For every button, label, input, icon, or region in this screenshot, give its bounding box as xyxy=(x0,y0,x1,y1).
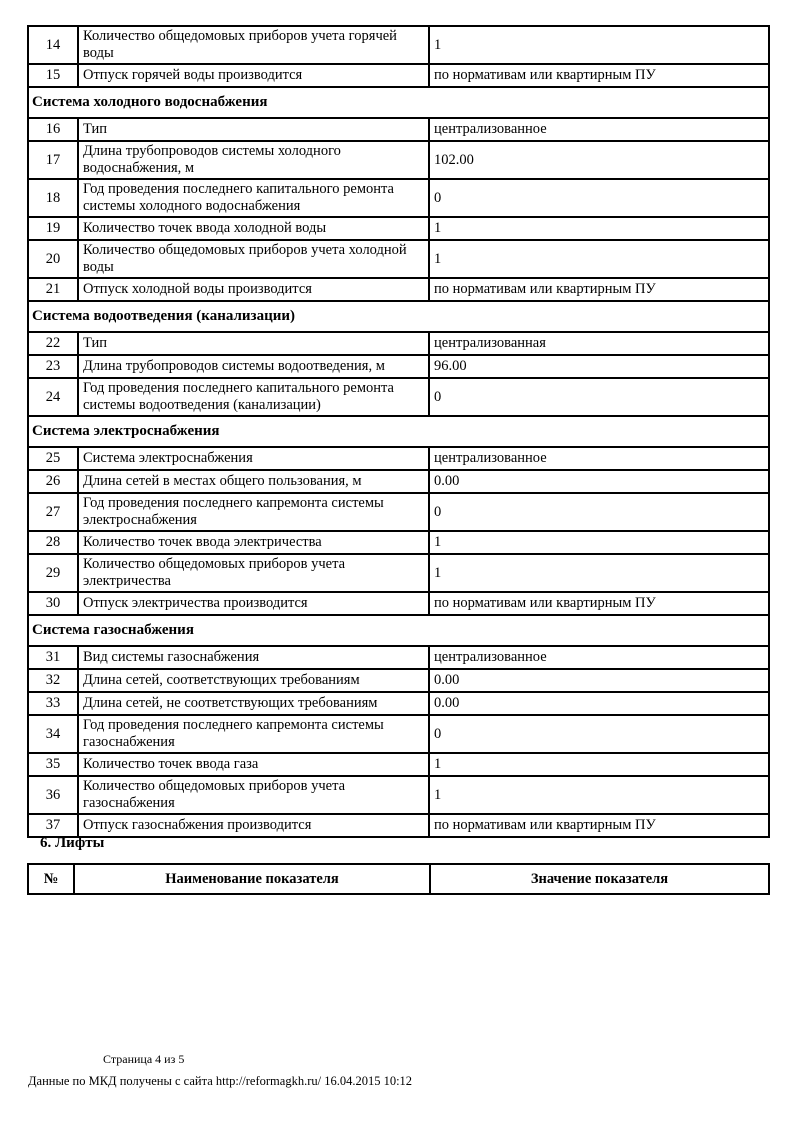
cell-indicator-name: Год проведения последнего капремонта системы электроснабжения xyxy=(78,493,429,531)
table-row xyxy=(28,669,769,692)
section-header-row xyxy=(28,301,769,332)
cell-row-number: 28 xyxy=(28,531,78,554)
cell-row-number: 18 xyxy=(28,179,78,217)
table-row xyxy=(28,447,769,470)
cell-indicator-name: Длина сетей в местах общего пользования, м xyxy=(78,470,429,493)
cell-indicator-name: Количество общедомовых приборов учета электричества xyxy=(78,554,429,592)
table-row xyxy=(28,141,769,179)
cell-row-number: 19 xyxy=(28,217,78,240)
cell-indicator-name: Отпуск холодной воды производится xyxy=(78,278,429,301)
cell-indicator-value: централизованное xyxy=(429,646,769,669)
table-row xyxy=(28,378,769,416)
cell-row-number: 15 xyxy=(28,64,78,87)
lifts-section-heading: 6. Лифты xyxy=(40,835,105,851)
table-row xyxy=(28,355,769,378)
section-title: Система холодного водоснабжения xyxy=(28,87,769,118)
section-title: Система электроснабжения xyxy=(28,416,769,447)
cell-indicator-name: Отпуск газоснабжения производится xyxy=(78,814,429,837)
cell-indicator-name: Вид системы газоснабжения xyxy=(78,646,429,669)
systems-table-body xyxy=(28,26,769,837)
cell-row-number: 31 xyxy=(28,646,78,669)
cell-row-number: 37 xyxy=(28,814,78,837)
cell-indicator-name: Год проведения последнего капитального ремонта системы водоотведения (канализации) xyxy=(78,378,429,416)
table-row xyxy=(28,217,769,240)
cell-indicator-value: централизованная xyxy=(429,332,769,355)
cell-indicator-value: 0.00 xyxy=(429,669,769,692)
table-row xyxy=(28,753,769,776)
cell-indicator-name: Количество общедомовых приборов учета газоснабжения xyxy=(78,776,429,814)
cell-indicator-name: Отпуск горячей воды производится xyxy=(78,64,429,87)
lifts-table xyxy=(27,863,770,895)
cell-indicator-value: централизованное xyxy=(429,118,769,141)
cell-indicator-value: 1 xyxy=(429,217,769,240)
cell-indicator-value: 1 xyxy=(429,753,769,776)
cell-row-number: 24 xyxy=(28,378,78,416)
page-number-indicator: Страница 4 из 5 xyxy=(103,1052,185,1066)
cell-indicator-value: 1 xyxy=(429,554,769,592)
section-title: Система газоснабжения xyxy=(28,615,769,646)
table-row xyxy=(28,278,769,301)
cell-indicator-value: 0 xyxy=(429,179,769,217)
cell-indicator-name: Длина трубопроводов системы водоотведения, м xyxy=(78,355,429,378)
cell-indicator-name: Отпуск электричества производится xyxy=(78,592,429,615)
cell-indicator-value: по нормативам или квартирным ПУ xyxy=(429,814,769,837)
cell-indicator-name: Система электроснабжения xyxy=(78,447,429,470)
table-row xyxy=(28,332,769,355)
cell-indicator-name: Год проведения последнего капремонта системы газоснабжения xyxy=(78,715,429,753)
cell-indicator-name: Год проведения последнего капитального ремонта системы холодного водоснабжения xyxy=(78,179,429,217)
cell-indicator-name: Длина сетей, не соответствующих требованиям xyxy=(78,692,429,715)
table-row xyxy=(28,776,769,814)
column-header-indicator-name: Наименование показателя xyxy=(74,864,430,894)
cell-indicator-value: по нормативам или квартирным ПУ xyxy=(429,592,769,615)
cell-row-number: 35 xyxy=(28,753,78,776)
cell-indicator-value: 0 xyxy=(429,378,769,416)
cell-row-number: 22 xyxy=(28,332,78,355)
systems-indicators-table xyxy=(27,25,770,838)
cell-indicator-name: Длина сетей, соответствующих требованиям xyxy=(78,669,429,692)
table-row xyxy=(28,531,769,554)
cell-indicator-value: 1 xyxy=(429,240,769,278)
table-row xyxy=(28,592,769,615)
table-row xyxy=(28,692,769,715)
table-row xyxy=(28,64,769,87)
table-row xyxy=(28,814,769,837)
data-source-note: Данные по МКД получены с сайта http://reformagkh.ru/ 16.04.2015 10:12 xyxy=(28,1074,413,1088)
cell-indicator-name: Количество общедомовых приборов учета горячей воды xyxy=(78,26,429,64)
table-row xyxy=(28,179,769,217)
cell-indicator-name: Количество точек ввода газа xyxy=(78,753,429,776)
cell-row-number: 23 xyxy=(28,355,78,378)
cell-indicator-value: 0 xyxy=(429,715,769,753)
cell-indicator-value: 1 xyxy=(429,26,769,64)
cell-indicator-value: по нормативам или квартирным ПУ xyxy=(429,278,769,301)
column-header-indicator-value: Значение показателя xyxy=(430,864,769,894)
cell-row-number: 36 xyxy=(28,776,78,814)
table-row xyxy=(28,470,769,493)
cell-row-number: 29 xyxy=(28,554,78,592)
column-header-number: № xyxy=(28,864,74,894)
cell-row-number: 25 xyxy=(28,447,78,470)
section-header-row xyxy=(28,87,769,118)
section-header-row xyxy=(28,416,769,447)
table-row xyxy=(28,240,769,278)
cell-indicator-name: Тип xyxy=(78,332,429,355)
cell-indicator-name: Тип xyxy=(78,118,429,141)
cell-row-number: 26 xyxy=(28,470,78,493)
section-title: Система водоотведения (канализации) xyxy=(28,301,769,332)
cell-row-number: 20 xyxy=(28,240,78,278)
table-row xyxy=(28,554,769,592)
cell-row-number: 32 xyxy=(28,669,78,692)
table-row xyxy=(28,118,769,141)
table-row xyxy=(28,715,769,753)
cell-row-number: 16 xyxy=(28,118,78,141)
cell-indicator-value: по нормативам или квартирным ПУ xyxy=(429,64,769,87)
cell-indicator-value: 96.00 xyxy=(429,355,769,378)
cell-indicator-name: Длина трубопроводов системы холодного водоснабжения, м xyxy=(78,141,429,179)
cell-row-number: 17 xyxy=(28,141,78,179)
cell-indicator-value: 0 xyxy=(429,493,769,531)
table-row xyxy=(28,493,769,531)
cell-indicator-value: 1 xyxy=(429,776,769,814)
cell-row-number: 34 xyxy=(28,715,78,753)
cell-indicator-value: 0.00 xyxy=(429,692,769,715)
cell-row-number: 14 xyxy=(28,26,78,64)
cell-indicator-value: централизованное xyxy=(429,447,769,470)
cell-indicator-value: 1 xyxy=(429,531,769,554)
cell-indicator-value: 102.00 xyxy=(429,141,769,179)
cell-row-number: 21 xyxy=(28,278,78,301)
lifts-table-header-row xyxy=(28,864,769,894)
cell-indicator-name: Количество точек ввода холодной воды xyxy=(78,217,429,240)
cell-row-number: 33 xyxy=(28,692,78,715)
cell-indicator-name: Количество точек ввода электричества xyxy=(78,531,429,554)
cell-indicator-value: 0.00 xyxy=(429,470,769,493)
cell-row-number: 27 xyxy=(28,493,78,531)
section-header-row xyxy=(28,615,769,646)
cell-row-number: 30 xyxy=(28,592,78,615)
cell-indicator-name: Количество общедомовых приборов учета холодной воды xyxy=(78,240,429,278)
table-row xyxy=(28,646,769,669)
table-row xyxy=(28,26,769,64)
